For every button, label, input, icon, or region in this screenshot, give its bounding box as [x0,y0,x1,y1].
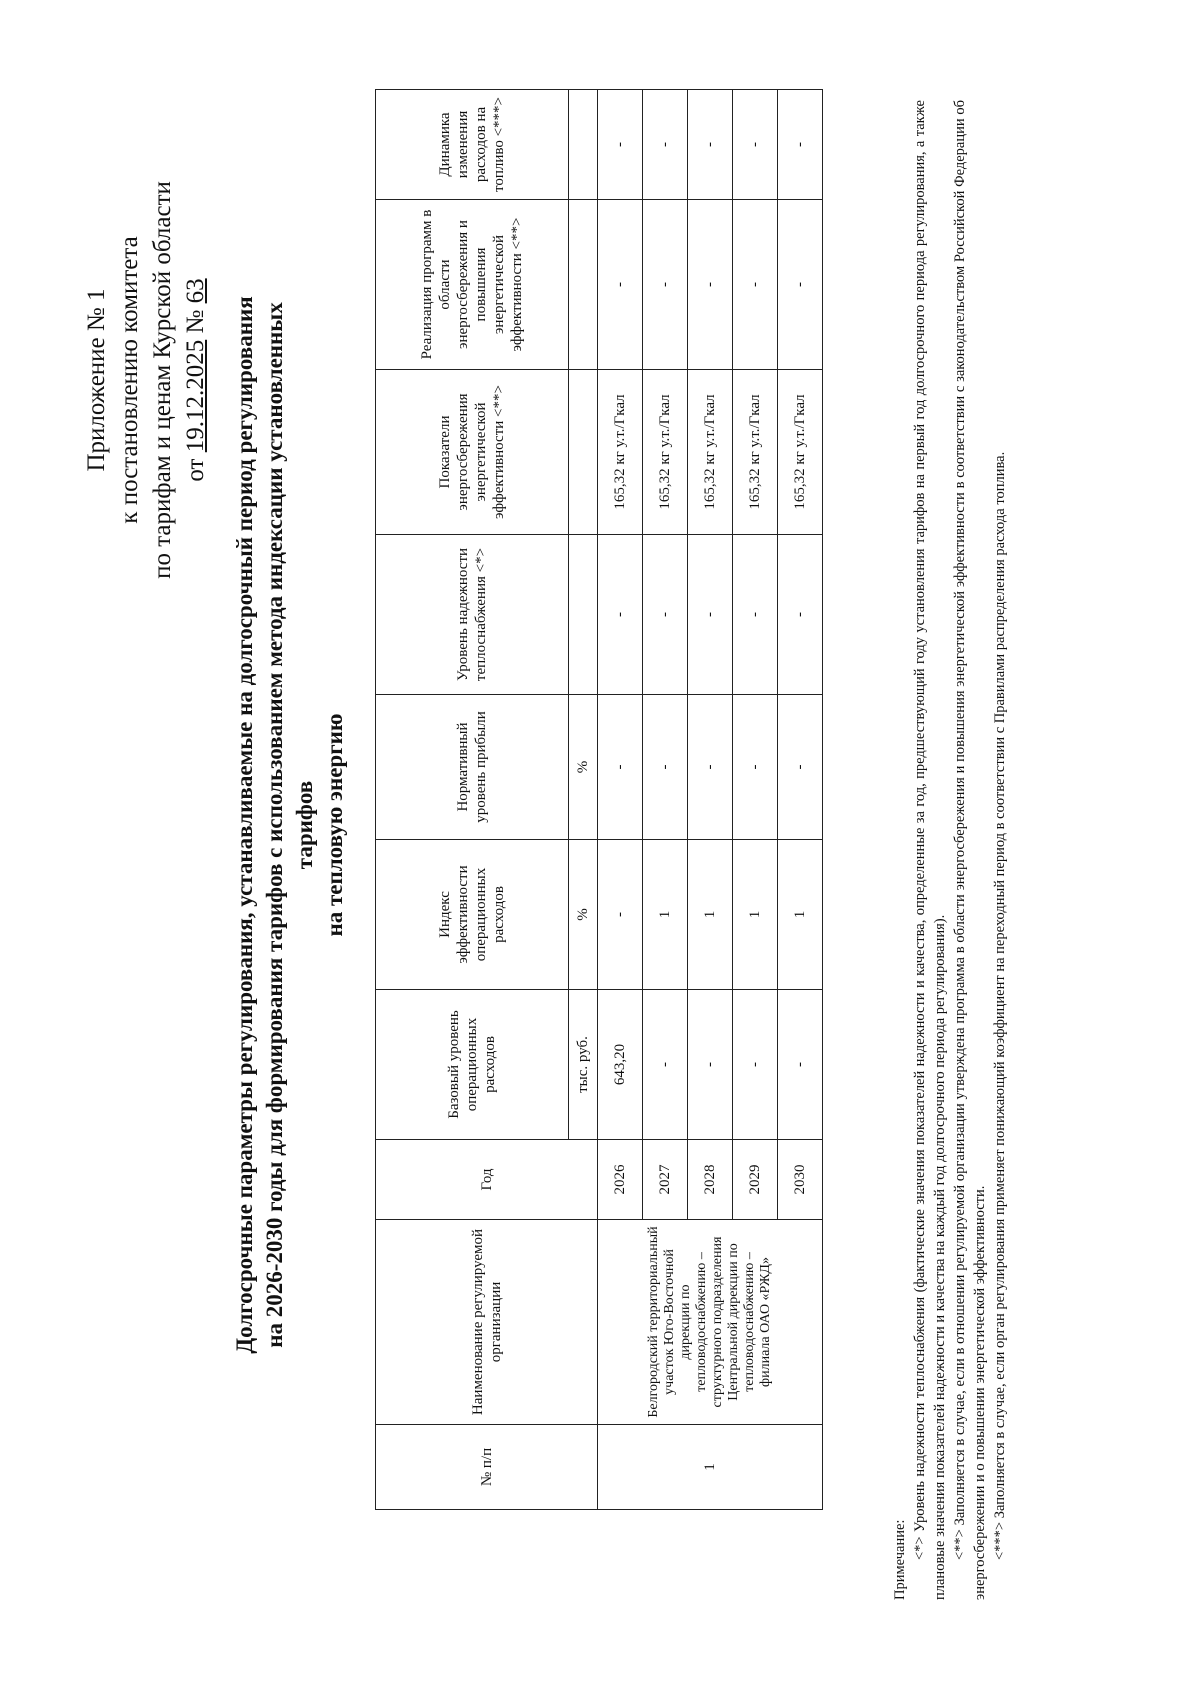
cell-fuel: - [598,90,643,200]
unit-fuel [569,90,598,200]
cell-index: - [598,840,643,990]
cell-base: 643,20 [598,990,643,1140]
cell-base: - [733,990,778,1140]
note-1: <*> Уровень надежности теплоснабжения (фактические значения показателей надежности и качества, определенные за год, предшествующий году установления тарифов на первый год долгосрочного периода регулирования, а также плановые значения показателей надежности и качества на каждый год долгосрочного периода регулирования). [912,100,948,1600]
title-line-1: Долгосрочные параметры регулирования, устанавливаемые на долгосрочный период регулирования [232,296,257,1354]
cell-profit: - [688,695,733,840]
cell-year: 2030 [778,1140,823,1220]
title-line-2: на 2026-2030 годы для формирования тарифов с использованием метода индексации установленных тарифов [262,302,317,1348]
cell-reliability: - [778,535,823,695]
header-fuel: Динамика изменения расходов на топливо <***> [376,90,569,200]
header-num: № п/п [376,1425,598,1510]
cell-index: 1 [778,840,823,990]
cell-profit: - [598,695,643,840]
notes-section [890,100,1010,1600]
cell-profit: - [733,695,778,840]
header-year: Год [376,1140,598,1220]
table-header-row [376,90,569,1510]
parameters-table [375,89,823,1510]
cell-index: 1 [733,840,778,990]
row-number: 1 [598,1425,823,1510]
unit-energy [569,370,598,535]
header-org: Наименование регулируемой организации [376,1220,598,1425]
header-index: Индекс эффективности операционных расходов [376,840,569,990]
unit-profit: % [569,695,598,840]
approval-block [80,80,212,680]
unit-index: % [569,840,598,990]
header-profit: Нормативный уровень прибыли [376,695,569,840]
cell-profit: - [643,695,688,840]
cell-base: - [643,990,688,1140]
approval-line-1: Приложение № 1 [83,288,110,472]
cell-index: 1 [643,840,688,990]
table-row [598,90,643,1510]
cell-programs: - [733,200,778,370]
cell-fuel: - [688,90,733,200]
cell-programs: - [598,200,643,370]
cell-profit: - [778,695,823,840]
cell-fuel: - [778,90,823,200]
number-prefix: № [182,309,209,334]
cell-base: - [688,990,733,1140]
cell-fuel: - [643,90,688,200]
date-prefix: от [182,458,209,482]
document-page [80,80,1110,1620]
unit-base: тыс. руб. [569,990,598,1140]
approval-date: 19.12.2025 [182,339,209,453]
approval-number: 63 [182,278,209,304]
cell-year: 2028 [688,1140,733,1220]
title-line-3: на тепловую энергию [322,713,347,937]
cell-base: - [778,990,823,1140]
header-energy-programs: Реализация программ в области энергосбережения и повышения энергетической эффективности <**> [376,200,569,370]
cell-index: 1 [688,840,733,990]
approval-date-line [179,80,212,680]
cell-fuel: - [733,90,778,200]
header-reliability: Уровень надежности теплоснабжения <*> [376,535,569,695]
notes-heading: Примечание: [892,1519,908,1600]
cell-energy: 165,32 кг у.т./Гкал [778,370,823,535]
unit-reliability [569,535,598,695]
header-base: Базовый уровень операционных расходов [376,990,569,1140]
cell-energy: 165,32 кг у.т./Гкал [643,370,688,535]
note-3: <***> Заполняется в случае, если орган регулирования применяет понижающий коэффициент на переходный период в соответствии с Правилами распределения расхода топлива. [992,451,1008,1560]
cell-energy: 165,32 кг у.т./Гкал [688,370,733,535]
cell-programs: - [643,200,688,370]
cell-energy: 165,32 кг у.т./Гкал [733,370,778,535]
cell-energy: 165,32 кг у.т./Гкал [598,370,643,535]
approval-line-2: к постановлению комитета [116,236,143,524]
organization-name: Белгородский территориальный участок Юго-Восточной дирекции по тепловодоснабжению – структурного подразделения Центральной дирекции по тепловодоснабжению – филиала ОАО «РЖД» [598,1220,823,1425]
cell-reliability: - [643,535,688,695]
cell-year: 2027 [643,1140,688,1220]
document-title [230,260,350,1390]
unit-programs [569,200,598,370]
cell-programs: - [688,200,733,370]
cell-year: 2029 [733,1140,778,1220]
header-energy-indicators: Показатели энергосбережения энергетической эффективности <**> [376,370,569,535]
cell-reliability: - [688,535,733,695]
cell-reliability: - [598,535,643,695]
note-2: <**> Заполняется в случае, если в отношении регулируемой организации утверждена программа в области энергосбережения и повышения энергетической эффективности в соответствии с законодательством Российской Федерации об энергосбережении и о повышении энергетической эффективности. [952,100,988,1600]
cell-programs: - [778,200,823,370]
cell-year: 2026 [598,1140,643,1220]
cell-reliability: - [733,535,778,695]
approval-line-3: по тарифам и ценам Курской области [149,181,176,579]
